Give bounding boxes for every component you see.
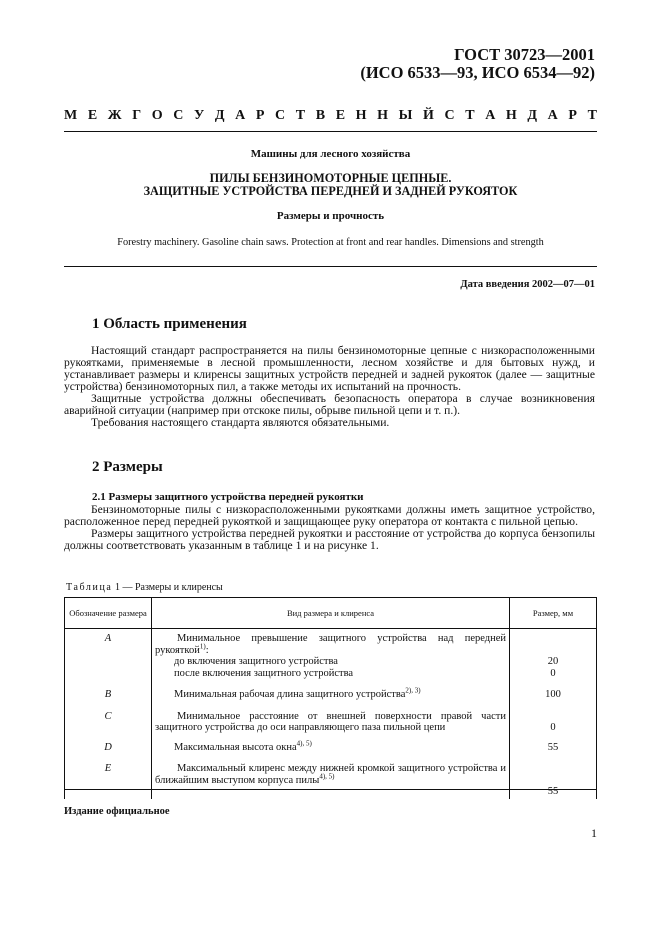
banner-letter: Г xyxy=(132,108,142,123)
value-cell: 55 xyxy=(510,734,597,754)
column-header: Обозначение размера xyxy=(65,598,152,629)
banner-letter: Н xyxy=(505,108,517,123)
section-1-body xyxy=(64,345,595,429)
value-cell: 20 xyxy=(510,656,597,668)
description-cell: Минимальное расстояние от внешней поверхности правой части защитного устройства до оси направляющего паза пильной цепи xyxy=(152,701,510,734)
description-cell: Минимальное превышение защитного устройства над передней рукояткой$^{1)}$: xyxy=(152,629,510,657)
table-caption-text: 1 — Размеры и клиренсы xyxy=(112,582,223,593)
banner-letter: В xyxy=(315,108,326,123)
value-cell xyxy=(510,629,597,657)
table-header-row xyxy=(65,598,597,629)
title-line-2: ЗАЩИТНЫЕ УСТРОЙСТВА ПЕРЕДНЕЙ И ЗАДНЕЙ РУКОЯТОК xyxy=(143,184,518,198)
banner-letter: С xyxy=(275,108,286,123)
value-cell: 0 xyxy=(510,701,597,734)
value-cell: 55 xyxy=(510,753,597,799)
banner-letter: Т xyxy=(465,108,475,123)
footnote-ref: 1) xyxy=(199,642,206,650)
banner-letter: Е xyxy=(335,108,346,123)
gost-number: ГОСТ 30723—2001 xyxy=(454,45,595,64)
row-text: Максимальный клиренс между нижней кромкой защитного устройства и ближайшим выступом корпуса пилы xyxy=(155,763,506,786)
table-caption-prefix: Таблица xyxy=(66,582,113,593)
table-row xyxy=(65,656,597,668)
banner-letter: Д xyxy=(214,108,225,123)
row-text: Минимальное превышение защитного устройства над передней рукояткой xyxy=(155,633,506,656)
table-row xyxy=(65,629,597,657)
gost-header xyxy=(360,46,595,82)
value-cell: 100 xyxy=(510,679,597,701)
interstate-standard-banner xyxy=(64,108,597,124)
symbol-cell xyxy=(65,656,152,668)
title-divider xyxy=(64,266,597,267)
description-cell: до включения защитного устройства xyxy=(152,656,510,668)
banner-letter: Н xyxy=(377,108,389,123)
footnote-ref: 4), 5) xyxy=(319,772,335,780)
table-row xyxy=(65,753,597,799)
description-cell xyxy=(152,679,510,701)
table-row xyxy=(65,734,597,754)
banner-letter: А xyxy=(547,108,558,123)
banner-letter: А xyxy=(235,108,246,123)
document-title xyxy=(64,172,597,198)
table-caption xyxy=(66,582,223,593)
effective-date: Дата введения 2002—07—01 xyxy=(460,279,595,290)
table-row xyxy=(65,701,597,734)
value-cell: 0 xyxy=(510,668,597,680)
paragraph: Размеры защитного устройства передней рукоятки и расстояние от устройства до корпуса бензопилы должны соответствовать указанным в таблице 1 и на рисунке 1. xyxy=(64,527,595,552)
description-cell xyxy=(152,753,510,799)
row-text: Максимальная высота окна xyxy=(174,741,297,753)
banner-letter: Ы xyxy=(398,108,413,123)
banner-letter: Т xyxy=(295,108,306,123)
banner-letter: С xyxy=(173,108,184,123)
subsection-2-1-heading: 2.1 Размеры защитного устройства передней рукоятки xyxy=(92,491,364,503)
banner-letter: Д xyxy=(527,108,538,123)
symbol-cell: D xyxy=(65,734,152,754)
column-header: Вид размера и клиренса xyxy=(152,598,510,629)
symbol-cell: A xyxy=(65,629,152,657)
row-text: Минимальная рабочая длина защитного устройства xyxy=(174,689,406,700)
symbol-cell: C xyxy=(65,701,152,734)
banner-letter: Т xyxy=(587,108,597,123)
page-footer-divider xyxy=(64,789,597,790)
banner-letter: Й xyxy=(423,108,434,123)
banner-letter: О xyxy=(151,108,163,123)
column-header: Размер, мм xyxy=(510,598,597,629)
footnote-ref: 2), 3) xyxy=(405,686,421,695)
title-line-1: ПИЛЫ БЕНЗИНОМОТОРНЫЕ ЦЕПНЫЕ. xyxy=(209,171,452,185)
banner-letter: Н xyxy=(355,108,367,123)
paragraph: Настоящий стандарт распространяется на пилы бензиномоторные цепные с низкорасположенными рукоятками, применяемые в лесной промышленности, лесном хозяйстве и для бытовых нужд, и устанавливает размеры и клиренсы защитных устройств передней и задней рукояток (далее — защитные устройства) бензиномоторных пил, а также методы их испытаний на прочность. xyxy=(64,344,595,393)
paragraph: Бензиномоторные пилы с низкорасположенными рукоятками должны иметь защитное устройство, расположенное перед передней рукояткой и защищающее руку оператора от контакта с пильной цепью. xyxy=(64,503,595,528)
section-1-heading: 1 Область применения xyxy=(92,316,247,332)
section-2-heading: 2 Размеры xyxy=(92,459,163,475)
symbol-cell: B xyxy=(65,679,152,701)
banner-letter: М xyxy=(64,108,78,123)
symbol-cell xyxy=(65,668,152,680)
english-title: Forestry machinery. Gasoline chain saws. Protection at front and rear handles. Dimensions and strength xyxy=(117,237,544,248)
iso-references: (ИСО 6533—93, ИСО 6534—92) xyxy=(360,63,595,82)
banner-letter: А xyxy=(485,108,496,123)
page-number: 1 xyxy=(591,826,597,840)
banner-letter: У xyxy=(194,108,205,123)
document-subtitle: Размеры и прочность xyxy=(276,210,385,222)
section-2-body xyxy=(64,504,595,552)
banner-letter: Р xyxy=(255,108,265,123)
paragraph: Защитные устройства должны обеспечивать безопасность оператора в случае возникновения аварийной ситуации (например при отскоке пилы, обрыве пильной цепи и т. п.). xyxy=(64,392,595,417)
paragraph: Требования настоящего стандарта являются обязательными. xyxy=(91,416,390,429)
header-divider xyxy=(64,131,597,132)
banner-letter: Ж xyxy=(107,108,122,123)
banner-letter: С xyxy=(444,108,455,123)
description-cell xyxy=(152,734,510,754)
table-row xyxy=(65,668,597,680)
symbol-cell: E xyxy=(65,753,152,799)
dimensions-table xyxy=(64,597,597,799)
footnote-ref: 4), 5) xyxy=(296,739,312,747)
table-row xyxy=(65,679,597,701)
banner-letter: Е xyxy=(87,108,98,123)
banner-letter: Р xyxy=(568,108,577,123)
description-cell: после включения защитного устройства xyxy=(152,668,510,680)
official-edition-label: Издание официальное xyxy=(64,806,170,817)
document-category: Машины для лесного хозяйства xyxy=(250,148,411,160)
